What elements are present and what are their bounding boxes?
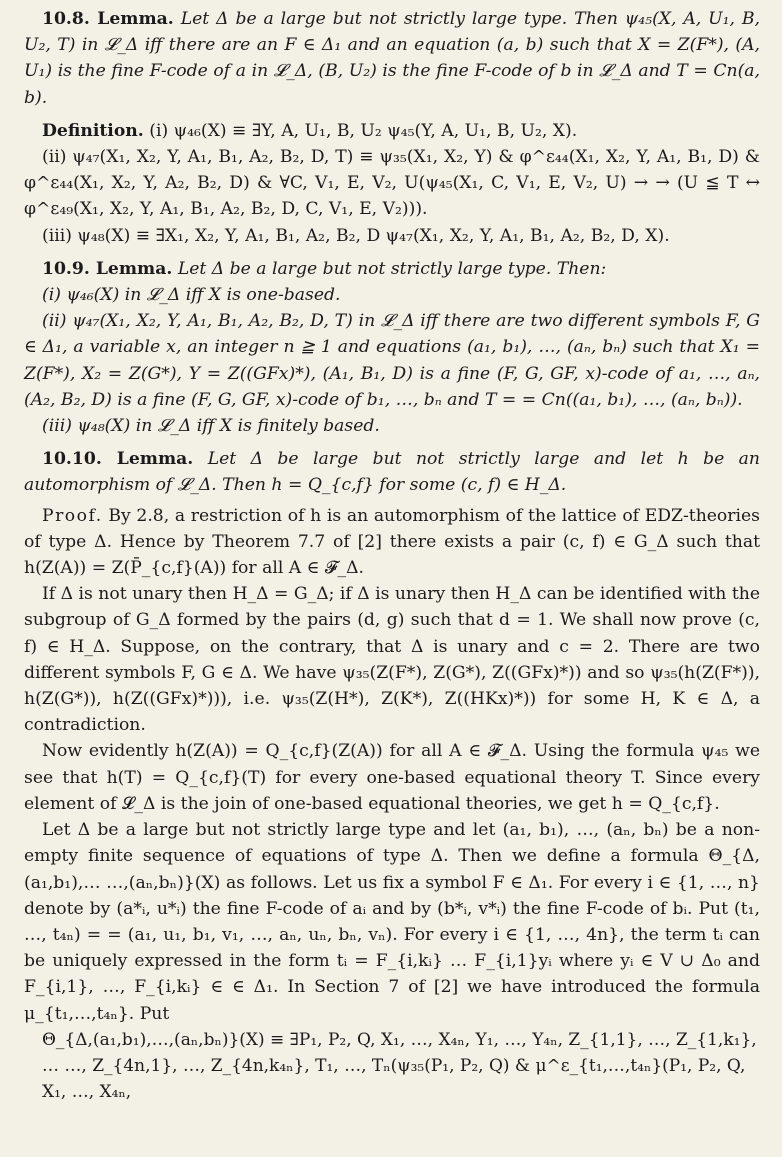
lemma-10-8: [24, 6, 760, 111]
theta-formula: Θ_{Δ,(a₁,b₁),…,(aₙ,bₙ)}(X) ≡ ∃P₁, P₂, Q, X₁, …, X₄ₙ, Y₁, …, Y₄ₙ, Z_{1,1}, …, Z_{1,k₁}, … …, Z_{4n,1}, …, Z_{4n,k₄ₙ}, T₁, …, Tₙ(ψ₃₅(P₁, P₂, Q) & μ^ε_{t₁,…,t₄ₙ}(P₁, P₂, Q, X₁, …, X₄ₙ,: [42, 1029, 757, 1103]
definition-ii: [24, 144, 760, 223]
definition-label: Definition.: [42, 120, 144, 141]
proof-label: Proof.: [42, 505, 103, 526]
lemma-label: 10.8. Lemma.: [42, 9, 174, 29]
definition-item: (i) ψ₄₆(X) ≡ ∃Y, A, U₁, B, U₂ ψ₄₅(Y, A, U₁, B, U₂, X).: [149, 120, 578, 141]
proof-paragraph: Now evidently h(Z(A)) = Q_{c,f}(Z(A)) for all A ∈ 𝓕_Δ. Using the formula ψ₄₅ we see that h(T) = Q_{c,f}(T) for every one-based equational theory T. Since every element of 𝓛_Δ is the join of one-based equational theories, we get h = Q_{c,f}.: [24, 741, 760, 814]
proof-text: By 2.8, a restriction of h is an automorphism of the lattice of EDZ-theories of type Δ. Hence by Theorem 7.7 of [2] there exists a pair (c, f) ∈ G_Δ such that h(Z(A)) = Z(P̄_{c,f}(A)) for all A ∈ 𝓕_Δ.: [24, 505, 760, 579]
lemma-label: 10.9. Lemma.: [42, 258, 173, 279]
lemma-10-9-ii: (ii) ψ₄₇(X₁, X₂, Y, A₁, B₁, A₂, B₂, D, T) in 𝓛_Δ iff there are two different symbols F, G ∈ Δ₁, a variable x, an integer n ≧ 1 and equations (a₁, b₁), …, (aₙ, bₙ) such that X₁ = Z(F*), X₂ = Z(G*), Y = Z((GFx)*), (A₁, B₁, D) is a fine (F, G, GF, x)-code of a₁, …, aₙ, (A₂, B₂, D) is a fine (F, G, GF, x)-code of b₁, …, bₙ and T = = Cn((a₁, b₁), …, (aₙ, bₙ)).: [24, 311, 760, 410]
definition-item: (ii) ψ₄₇(X₁, X₂, Y, A₁, B₁, A₂, B₂, D, T) ≡ ψ₃₅(X₁, X₂, Y) & φ^ε₄₄(X₁, X₂, Y, A₁, B₁, D) & φ^ε₄₄(X₁, X₂, Y, A₂, B₂, D) & ∀C, V₁, E, V₂, U(ψ₄₅(X₁, C, V₁, E, V₂, U) → → (U ≦ T ↔ φ^ε₄₉(X₁, X₂, Y, A₁, B₁, A₂, B₂, D, C, V₁, E, V₂))).: [24, 147, 760, 220]
lemma-10-9-i: (i) ψ₄₆(X) in 𝓛_Δ iff X is one-based.: [42, 285, 341, 306]
lemma-10-9: [24, 256, 760, 282]
lemma-intro: Let Δ be a large but not strictly large type. Then:: [177, 258, 607, 279]
lemma-10-9-iii: (iii) ψ₄₈(X) in 𝓛_Δ iff X is finitely based.: [42, 416, 380, 437]
proof-paragraph: Let Δ be a large but not strictly large type and let (a₁, b₁), …, (aₙ, bₙ) be a non-empty finite sequence of equations of type Δ. Then we define a formula Θ_{Δ,(a₁,b₁),… …,(aₙ,bₙ)}(X) as follows. Let us fix a symbol F ∈ Δ₁. For every i ∈ {1, …, n} denote by (a*ᵢ, u*ᵢ) the fine F-code of aᵢ and by (b*ᵢ, v*ᵢ) the fine F-code of bᵢ. Put (t₁, …, t₄ₙ) = = (a₁, u₁, b₁, v₁, …, aₙ, uₙ, bₙ, vₙ). For every i ∈ {1, …, 4n}, the term tᵢ can be uniquely expressed in the form tᵢ = F_{i,kᵢ} … F_{i,1}yᵢ where yᵢ ∈ V ∪ Δ₀ and F_{i,1}, …, F_{i,kᵢ} ∈ ∈ Δ₁. In Section 7 of [2] we have introduced the formula μ_{t₁,…,t₄ₙ}. Put: [24, 820, 760, 1024]
definition-i: [24, 118, 760, 144]
lemma-label: 10.10. Lemma.: [42, 449, 194, 470]
proof-paragraph: [24, 503, 760, 582]
definition-iii: [24, 223, 760, 249]
definition-item: (iii) ψ₄₈(X) ≡ ∃X₁, X₂, Y, A₁, B₁, A₂, B₂, D ψ₄₇(X₁, X₂, Y, A₁, B₁, A₂, B₂, D, X).: [42, 225, 670, 246]
proof-paragraph: If Δ is not unary then H_Δ = G_Δ; if Δ is unary then H_Δ can be identified with the subgroup of G_Δ formed by the pairs (d, g) such that d = 1. We shall now prove (c, f) ∈ H_Δ. Suppose, on the contrary, that Δ is unary and c = 2. There are two different symbols F, G ∈ Δ. We have ψ₃₅(Z(F*), Z(G*), Z((GFx)*)) and so ψ₃₅(h(Z(F*)), h(Z(G*)), h(Z((GFx)*))), i.e. ψ₃₅(Z(H*), Z(K*), Z((HKx)*)) for some H, K ∈ Δ, a contradiction.: [24, 584, 760, 736]
lemma-10-10: [24, 446, 760, 498]
lemma-statement: Let Δ be a large but not strictly large type. Then ψ₄₅(X, A, U₁, B, U₂, T) in 𝓛_Δ iff there are an F ∈ Δ₁ and an equation (a, b) such that X = Z(F*), (A, U₁) is the fine F-code of a in 𝓛_Δ, (B, U₂) is the fine F-code of b in 𝓛_Δ and T = Cn(a, b).: [24, 9, 761, 108]
lemma-statement: Let Δ be large but not strictly large and let h be an automorphism of 𝓛_Δ. Then h = Q_{c,f} for some (c, f) ∈ H_Δ.: [24, 449, 760, 496]
